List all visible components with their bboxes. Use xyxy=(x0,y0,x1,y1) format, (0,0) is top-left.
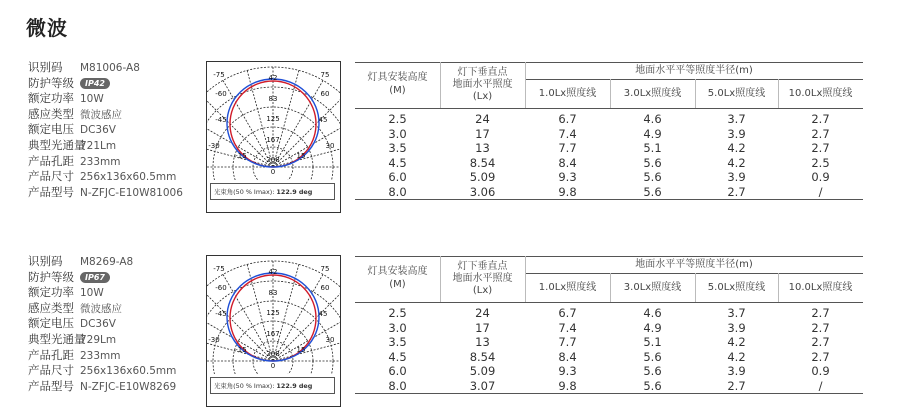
spec-value: N-ZFJC-E10W81006 xyxy=(80,186,183,199)
spec-row xyxy=(28,254,208,270)
table-cell: 2.5 xyxy=(388,112,407,126)
header-radius-column: 10.0Lx照度线 xyxy=(788,88,853,99)
header-radius-group: 地面水平平等照度半径(m) xyxy=(635,259,753,270)
table-cell: 2.7 xyxy=(727,185,746,199)
product-block xyxy=(0,60,898,210)
polar-radius-label: 167 xyxy=(266,330,280,338)
beam-angle-caption xyxy=(210,183,335,200)
table-cell: 6.7 xyxy=(558,306,577,320)
table-cell: 5.6 xyxy=(643,185,662,199)
polar-angle-label: 0 xyxy=(270,168,276,176)
table-cell: 17 xyxy=(475,320,490,335)
table-cell: 4.9 xyxy=(643,320,662,335)
table-header-rule xyxy=(355,302,863,303)
polar-radius-label: 125 xyxy=(266,309,280,317)
table-cell: 3.7 xyxy=(727,306,746,320)
spec-label: 识别码 xyxy=(28,60,63,74)
polar-angle-label: 45 xyxy=(318,310,328,318)
table-cell: 3.9 xyxy=(727,170,746,185)
table-top-rule xyxy=(355,62,863,63)
table-cell: / xyxy=(818,185,823,199)
table-cell: 3.9 xyxy=(727,126,746,141)
polar-angle-label: 15 xyxy=(296,152,306,160)
table-top-rule xyxy=(355,256,863,257)
polar-radius-label: 42 xyxy=(268,268,278,276)
polar-angle-label: 45 xyxy=(318,116,328,124)
beam-angle-value: 122.9 deg xyxy=(276,188,313,196)
table-cell: 5.6 xyxy=(643,155,662,170)
polar-radius-label: 83 xyxy=(268,95,278,103)
spec-row xyxy=(28,169,208,185)
spec-value: 233mm xyxy=(80,349,121,362)
spec-label: 额定功率 xyxy=(28,91,74,106)
table-cell: 0.9 xyxy=(811,364,830,379)
polar-radial-line xyxy=(273,96,340,167)
table-cell: 9.3 xyxy=(558,170,577,185)
spec-row xyxy=(28,301,208,317)
spec-label: 产品型号 xyxy=(28,378,74,393)
table-cell: 2.5 xyxy=(388,306,407,320)
table-cell: 3.5 xyxy=(388,141,407,156)
table-cell: 2.7 xyxy=(811,349,830,364)
spec-row xyxy=(28,138,208,154)
polar-radius-label: 125 xyxy=(266,115,280,123)
table-cell: 13 xyxy=(475,335,490,350)
polar-angle-label: 75 xyxy=(320,265,330,273)
header-center-lux-line1: 灯下垂直点 xyxy=(457,67,508,78)
polar-angle-label: 30 xyxy=(325,142,335,150)
table-cell: 8.54 xyxy=(469,155,496,170)
header-center-lux-line2: 地面水平照度 xyxy=(452,79,513,90)
polar-angle-label: 30 xyxy=(325,336,335,344)
table-group-rule xyxy=(525,273,863,274)
beam-angle-prefix: 光束角(50 % Imax): xyxy=(214,188,277,196)
table-cell: 3.5 xyxy=(388,335,407,350)
polar-radius-label: 167 xyxy=(266,136,280,144)
polar-intensity-diagram xyxy=(206,255,341,407)
header-center-lux-line2: 地面水平照度 xyxy=(452,273,513,284)
polar-chart-svg xyxy=(207,62,340,180)
product-block xyxy=(0,254,898,404)
polar-angle-label: -15 xyxy=(235,152,247,160)
table-cell: 9.8 xyxy=(558,379,577,393)
table-cell: 6.0 xyxy=(388,364,407,379)
polar-angle-label: -75 xyxy=(213,265,225,273)
ip-rating-badge: IP67 xyxy=(80,272,110,283)
page-title: 微波 xyxy=(26,16,68,40)
header-radius-group: 地面水平平等照度半径(m) xyxy=(635,65,753,76)
polar-angle-label: 60 xyxy=(320,284,330,292)
spec-row xyxy=(28,91,208,107)
spec-label: 产品型号 xyxy=(28,184,74,199)
spec-label: 产品孔距 xyxy=(28,153,74,168)
spec-row xyxy=(28,285,208,301)
table-group-rule xyxy=(525,79,863,80)
table-cell: 7.7 xyxy=(558,141,577,156)
spec-row xyxy=(28,154,208,170)
spec-value: 256x136x60.5mm xyxy=(80,365,177,378)
polar-radius-label: 208 xyxy=(266,350,280,358)
spec-value: M8269-A8 xyxy=(80,256,134,268)
polar-radius-label: 208 xyxy=(266,156,280,164)
polar-angle-label: -60 xyxy=(215,284,227,292)
table-cell: 4.6 xyxy=(643,112,662,126)
spec-value: 256x136x60.5mm xyxy=(80,171,177,184)
header-radius-column: 3.0Lx照度线 xyxy=(623,282,682,293)
header-radius-column: 1.0Lx照度线 xyxy=(538,88,597,99)
spec-label: 产品尺寸 xyxy=(28,169,74,184)
table-cell: 5.1 xyxy=(643,141,662,156)
table-cell: 2.7 xyxy=(811,306,830,320)
table-cell: 0.9 xyxy=(811,170,830,185)
beam-angle-caption xyxy=(210,377,335,394)
table-cell: 8.0 xyxy=(388,379,407,393)
table-cell: 8.0 xyxy=(388,185,407,199)
illuminance-table xyxy=(355,60,863,200)
table-cell: 8.4 xyxy=(558,349,577,364)
spec-label: 防护等级 xyxy=(28,269,74,284)
polar-angle-label: -30 xyxy=(208,336,220,344)
table-cell: 4.6 xyxy=(643,306,662,320)
polar-angle-label: -45 xyxy=(215,310,227,318)
table-cell: 17 xyxy=(475,126,490,141)
spec-row xyxy=(28,363,208,379)
table-cell: 4.2 xyxy=(727,141,746,156)
table-cell: 2.7 xyxy=(727,379,746,393)
table-cell: 2.7 xyxy=(811,320,830,335)
header-radius-column: 5.0Lx照度线 xyxy=(707,88,766,99)
table-cell: 3.9 xyxy=(727,364,746,379)
spec-label: 额定电压 xyxy=(28,122,74,137)
spec-label: 防护等级 xyxy=(28,75,74,90)
table-cell: 4.2 xyxy=(727,155,746,170)
table-cell: 7.4 xyxy=(558,126,577,141)
ip-rating-badge: IP42 xyxy=(80,78,110,89)
spec-label: 典型光通量 xyxy=(28,331,86,346)
header-mount-height-unit: (M) xyxy=(389,85,406,96)
table-cell: 9.8 xyxy=(558,185,577,199)
polar-angle-label: -75 xyxy=(213,71,225,79)
table-cell: 3.7 xyxy=(727,112,746,126)
spec-row xyxy=(28,60,208,76)
polar-angle-label: 0 xyxy=(270,362,276,370)
header-center-lux-unit: (Lx) xyxy=(472,285,493,296)
spec-row xyxy=(28,379,208,395)
polar-chart-svg xyxy=(207,256,340,374)
table-cell: 4.2 xyxy=(727,349,746,364)
spec-row xyxy=(28,185,208,201)
table-cell: 2.7 xyxy=(811,112,830,126)
table-cell: 2.7 xyxy=(811,126,830,141)
polar-angle-label: 15 xyxy=(296,346,306,354)
header-radius-column: 3.0Lx照度线 xyxy=(623,88,682,99)
header-radius-column: 5.0Lx照度线 xyxy=(707,282,766,293)
spec-label: 感应类型 xyxy=(28,106,74,121)
spec-row xyxy=(28,316,208,332)
table-cell: 4.9 xyxy=(643,126,662,141)
spec-value: 微波感应 xyxy=(80,108,122,121)
table-cell: 13 xyxy=(475,141,490,156)
table-cell: 2.7 xyxy=(811,335,830,350)
header-center-lux-unit: (Lx) xyxy=(472,91,493,102)
polar-angle-label: -15 xyxy=(235,346,247,354)
spec-value: 10W xyxy=(80,93,104,106)
spec-label: 产品尺寸 xyxy=(28,363,74,378)
table-cell: 5.09 xyxy=(469,170,496,185)
beam-angle-prefix: 光束角(50 % Imax): xyxy=(214,382,277,390)
table-cell: 8.4 xyxy=(558,155,577,170)
spec-label: 识别码 xyxy=(28,254,63,268)
table-cell: 6.7 xyxy=(558,112,577,126)
table-cell: 5.6 xyxy=(643,349,662,364)
table-cell: 7.7 xyxy=(558,335,577,350)
table-cell: 3.0 xyxy=(388,320,407,335)
table-cell: 2.7 xyxy=(811,141,830,156)
table-cell: 5.6 xyxy=(643,170,662,185)
spec-list xyxy=(28,254,208,394)
table-cell: 3.06 xyxy=(469,185,496,199)
spec-row xyxy=(28,107,208,123)
spec-label: 额定电压 xyxy=(28,316,74,331)
polar-angle-label: -45 xyxy=(215,116,227,124)
table-cell: 3.0 xyxy=(388,126,407,141)
polar-intensity-diagram xyxy=(206,61,341,213)
spec-value: M81006-A8 xyxy=(80,62,140,74)
table-cell: 8.54 xyxy=(469,349,496,364)
spec-value: 233mm xyxy=(80,155,121,168)
spec-row xyxy=(28,332,208,348)
spec-row xyxy=(28,348,208,364)
table-cell: 5.1 xyxy=(643,335,662,350)
table-cell: 3.9 xyxy=(727,320,746,335)
illuminance-table xyxy=(355,254,863,394)
beam-angle-value: 122.9 deg xyxy=(276,382,313,390)
header-center-lux-line1: 灯下垂直点 xyxy=(457,261,508,272)
table-cell: 24 xyxy=(475,306,490,320)
spec-value: 10W xyxy=(80,287,104,300)
table-cell: 5.6 xyxy=(643,364,662,379)
polar-radius-label: 83 xyxy=(268,289,278,297)
table-header-rule xyxy=(355,108,863,109)
polar-angle-label: 60 xyxy=(320,90,330,98)
spec-value: 微波感应 xyxy=(80,302,122,315)
spec-value: 729Lm xyxy=(80,333,117,346)
spec-row xyxy=(28,270,208,286)
header-mount-height: 灯具安装高度 xyxy=(367,72,428,83)
header-mount-height-unit: (M) xyxy=(389,279,406,290)
polar-radial-line xyxy=(273,290,340,361)
spec-value: 721Lm xyxy=(80,139,117,152)
spec-row xyxy=(28,122,208,138)
table-cell: 7.4 xyxy=(558,320,577,335)
spec-label: 产品孔距 xyxy=(28,347,74,362)
table-cell: 24 xyxy=(475,112,490,126)
table-cell: 5.6 xyxy=(643,379,662,393)
table-cell: 6.0 xyxy=(388,170,407,185)
spec-label: 典型光通量 xyxy=(28,137,86,152)
table-cell: 5.09 xyxy=(469,364,496,379)
spec-label: 感应类型 xyxy=(28,300,74,315)
table-cell: 4.5 xyxy=(388,155,407,170)
spec-value: DC36V xyxy=(80,124,116,137)
table-cell: 9.3 xyxy=(558,364,577,379)
spec-label: 额定功率 xyxy=(28,285,74,300)
table-cell: 2.5 xyxy=(811,155,830,170)
spec-list xyxy=(28,60,208,200)
table-cell: 4.5 xyxy=(388,349,407,364)
header-mount-height: 灯具安装高度 xyxy=(367,266,428,277)
spec-row xyxy=(28,76,208,92)
header-radius-column: 1.0Lx照度线 xyxy=(538,282,597,293)
header-radius-column: 10.0Lx照度线 xyxy=(788,282,853,293)
polar-angle-label: -60 xyxy=(215,90,227,98)
table-cell: 4.2 xyxy=(727,335,746,350)
polar-angle-label: -30 xyxy=(208,142,220,150)
spec-value: DC36V xyxy=(80,318,116,331)
polar-angle-label: 75 xyxy=(320,71,330,79)
spec-value: N-ZFJC-E10W8269 xyxy=(80,380,177,393)
polar-radius-label: 42 xyxy=(268,74,278,82)
table-cell: 3.07 xyxy=(469,379,496,393)
table-cell: / xyxy=(818,379,823,393)
